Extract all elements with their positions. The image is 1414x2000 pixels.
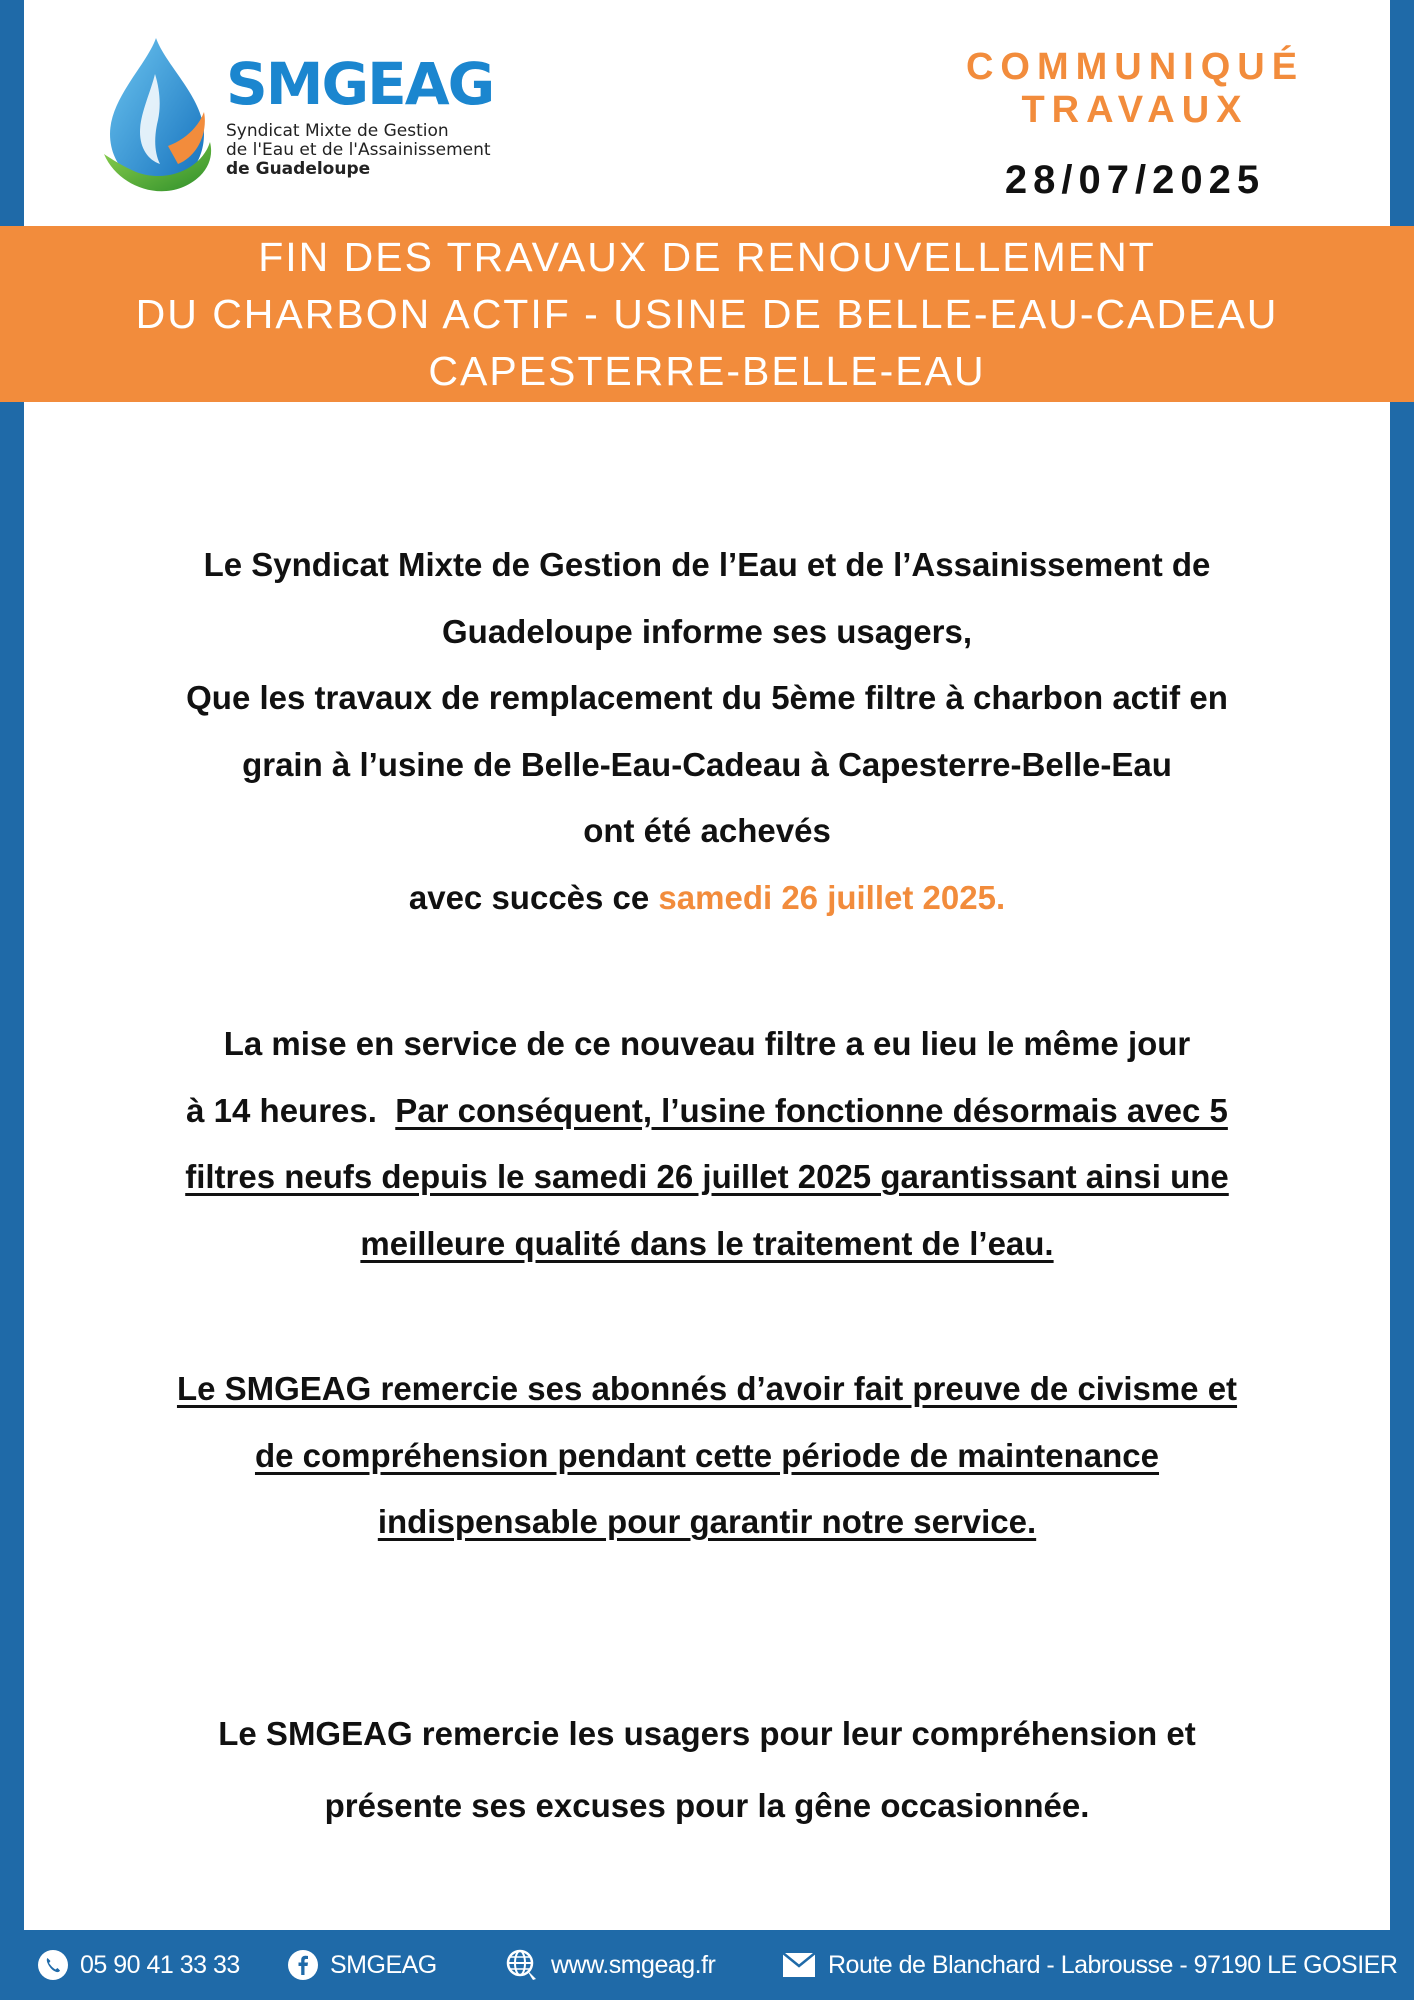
apology-paragraph bbox=[60, 1698, 1354, 1842]
highlighted-date: samedi 26 juillet 2025. bbox=[658, 878, 1006, 916]
phone-icon bbox=[38, 1950, 68, 1980]
text-line: Que les travaux de remplacement du 5ème filtre à charbon actif en bbox=[186, 679, 1228, 716]
logo-subtitle-line: de Guadeloupe bbox=[226, 159, 371, 179]
text-line: présente ses excuses pour la gêne occasionnée. bbox=[324, 1787, 1090, 1824]
announcement-paragraph bbox=[60, 532, 1354, 931]
underlined-text: Par conséquent, l’usine fonctionne désormais avec 5 bbox=[395, 1091, 1228, 1129]
facebook-handle: SMGEAG bbox=[330, 1950, 437, 1979]
logo-name: SMGEAG bbox=[226, 50, 494, 118]
underlined-text: meilleure qualité dans le traitement de l’eau. bbox=[360, 1224, 1054, 1262]
text-segment: avec succès ce bbox=[408, 878, 659, 916]
headline-line: DU CHARBON ACTIF - USINE DE BELLE-EAU-CADEAU bbox=[135, 291, 1279, 337]
text-line: Guadeloupe informe ses usagers, bbox=[442, 612, 972, 650]
logo-subtitle-line: Syndicat Mixte de Gestion bbox=[226, 121, 449, 141]
logo-subtitle-line: de l'Eau et de l'Assainissement bbox=[226, 140, 491, 160]
text-segment: à 14 heures. bbox=[186, 1091, 396, 1129]
logo-subtitle bbox=[226, 122, 491, 179]
facebook-icon bbox=[288, 1950, 318, 1980]
footer-contact-bar bbox=[0, 1930, 1414, 2000]
smgeag-logo bbox=[98, 36, 518, 196]
service-paragraph bbox=[60, 1011, 1354, 1277]
mail-icon bbox=[782, 1952, 816, 1978]
text-line bbox=[60, 1078, 1354, 1145]
footer-facebook bbox=[288, 1930, 437, 2000]
underlined-text: indispensable pour garantir notre service. bbox=[377, 1503, 1037, 1540]
text-line: grain à l’usine de Belle-Eau-Cadeau à Capesterre-Belle-Eau bbox=[242, 745, 1172, 783]
text-line: Le SMGEAG remercie les usagers pour leur compréhension et bbox=[218, 1715, 1196, 1752]
postal-address: Route de Blanchard - Labrousse - 97190 LE GOSIER bbox=[828, 1950, 1398, 1979]
communique-subtitle: TRAVAUX bbox=[1021, 89, 1249, 131]
text-line: ont été achevés bbox=[583, 812, 831, 849]
headline-line: CAPESTERRE-BELLE-EAU bbox=[428, 348, 986, 394]
thanks-paragraph bbox=[60, 1356, 1354, 1556]
text-line: Le Syndicat Mixte de Gestion de l’Eau et de l’Assainissement de bbox=[203, 546, 1211, 583]
underlined-text: Le SMGEAG remercie ses abonnés d’avoir fait preuve de civisme et bbox=[176, 1370, 1238, 1407]
globe-icon bbox=[505, 1948, 539, 1982]
website-url: www.smgeag.fr bbox=[551, 1950, 716, 1979]
phone-number: 05 90 41 33 33 bbox=[80, 1950, 240, 1979]
footer-phone bbox=[38, 1930, 240, 2000]
water-drop-icon bbox=[98, 36, 213, 196]
footer-website bbox=[505, 1930, 715, 2000]
communique-title: COMMUNIQUÉ bbox=[965, 46, 1305, 88]
headline-line: FIN DES TRAVAUX DE RENOUVELLEMENT bbox=[258, 234, 1156, 280]
underlined-text: filtres neufs depuis le samedi 26 juillet 2025 garantissant ainsi une bbox=[185, 1158, 1229, 1195]
headline-banner bbox=[0, 226, 1414, 402]
underlined-text: de compréhension pendant cette période de maintenance bbox=[254, 1436, 1160, 1474]
text-line: La mise en service de ce nouveau filtre a eu lieu le même jour bbox=[223, 1025, 1191, 1062]
communique-date: 28/07/2025 bbox=[1004, 158, 1266, 202]
footer-address bbox=[782, 1930, 1397, 2000]
text-line bbox=[60, 865, 1354, 932]
